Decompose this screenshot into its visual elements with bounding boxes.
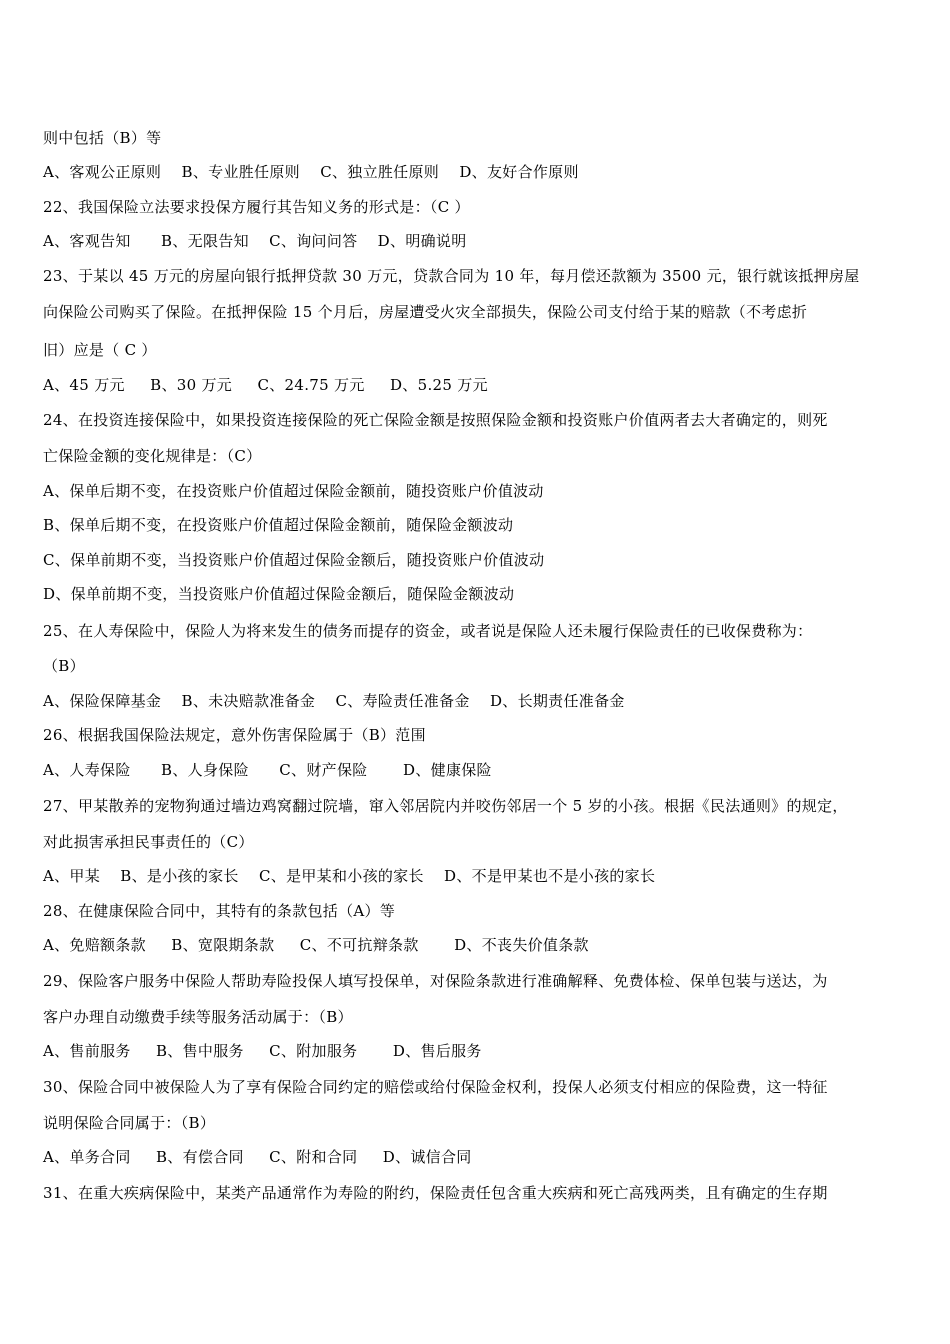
answer-options: A、免赔额条款 B、宽限期条款 C、不可抗辩条款 D、不丧失价值条款: [43, 936, 589, 954]
text-line: 则中包括（B）等: [43, 129, 162, 147]
question-28: 28、在健康保险合同中，其特有的条款包括（A）等: [43, 902, 396, 920]
question-25: 25、在人寿保险中，保险人为将来发生的债务而提存的资金，或者说是保险人还未履行保险责任的已收保费称为：: [43, 622, 813, 640]
question-30: 30、保险合同中被保险人为了享有保险合同约定的赔偿或给付保险金权利，投保人必须支付相应的保险费，这一特征: [43, 1078, 828, 1096]
answer-options: A、人寿保险 B、人身保险 C、财产保险 D、健康保险: [43, 761, 492, 779]
answer-option-d: D、保单前期不变，当投资账户价值超过保险金额后，随保险金额波动: [43, 585, 515, 603]
question-29: 29、保险客户服务中保险人帮助寿险投保人填写投保单，对保险条款进行准确解释、免费体检、保单包装与送达，为: [43, 972, 828, 990]
text-line: （B）: [43, 657, 85, 675]
answer-options: A、客观告知 B、无限告知 C、询问问答 D、明确说明: [43, 232, 467, 250]
question-31: 31、在重大疾病保险中，某类产品通常作为寿险的附约，保险责任包含重大疾病和死亡高残两类，且有确定的生存期: [43, 1184, 828, 1202]
text-line: 客户办理自动缴费手续等服务活动属于：（B）: [43, 1008, 353, 1026]
answer-options: A、客观公正原则 B、专业胜任原则 C、独立胜任原则 D、友好合作原则: [43, 163, 579, 181]
answer-options: A、甲某 B、是小孩的家长 C、是甲某和小孩的家长 D、不是甲某也不是小孩的家长: [43, 867, 656, 885]
answer-options: A、保险保障基金 B、未决赔款准备金 C、寿险责任准备金 D、长期责任准备金: [43, 692, 625, 710]
answer-options: A、售前服务 B、售中服务 C、附加服务 D、售后服务: [43, 1042, 482, 1060]
answer-option-a: A、保单后期不变，在投资账户价值超过保险金额前，随投资账户价值波动: [43, 482, 544, 500]
text-line: 对此损害承担民事责任的（C）: [43, 833, 254, 851]
question-22: 22、我国保险立法要求投保方履行其告知义务的形式是：（C ）: [43, 198, 470, 216]
text-line: 向保险公司购买了保险。在抵押保险 15 个月后，房屋遭受火灾全部损失，保险公司支付给于某的赔款（不考虑折: [43, 303, 808, 321]
answer-option-b: B、保单后期不变，在投资账户价值超过保险金额前，随保险金额波动: [43, 516, 514, 534]
question-24: 24、在投资连接保险中，如果投资连接保险的死亡保险金额是按照保险金额和投资账户价值两者去大者确定的，则死: [43, 411, 828, 429]
answer-option-c: C、保单前期不变，当投资账户价值超过保险金额后，随投资账户价值波动: [43, 551, 545, 569]
text-line: 旧）应是（ C ）: [43, 341, 157, 359]
question-27: 27、甲某散养的宠物狗通过墙边鸡窝翻过院墙，窜入邻居院内并咬伤邻居一个 5 岁的小孩。根据《民法通则》的规定，: [43, 797, 848, 815]
text-line: 说明保险合同属于：（B）: [43, 1114, 216, 1132]
question-26: 26、根据我国保险法规定，意外伤害保险属于（B）范围: [43, 726, 426, 744]
answer-options: A、45 万元 B、30 万元 C、24.75 万元 D、5.25 万元: [43, 376, 488, 394]
text-line: 亡保险金额的变化规律是：（C）: [43, 447, 262, 465]
answer-options: A、单务合同 B、有偿合同 C、附和合同 D、诚信合同: [43, 1148, 472, 1166]
question-23: 23、于某以 45 万元的房屋向银行抵押贷款 30 万元，贷款合同为 10 年，每月偿还款额为 3500 元，银行就该抵押房屋: [43, 267, 860, 285]
